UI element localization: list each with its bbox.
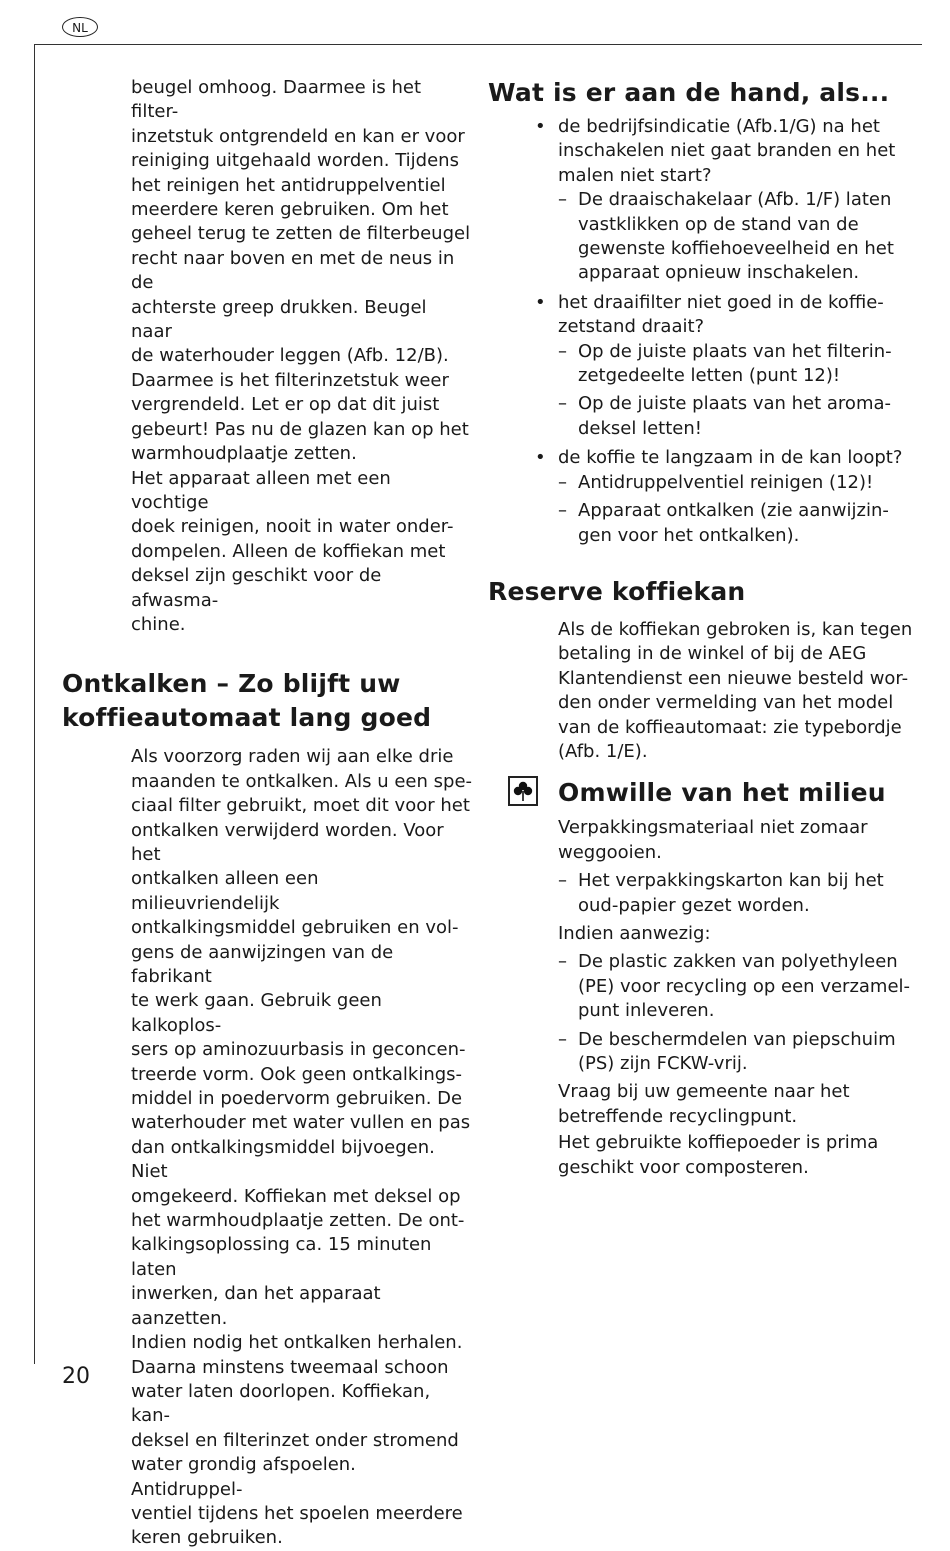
env-if-present: Indien aanwezig: <box>558 922 711 944</box>
descaling-paragraph <box>131 745 472 1550</box>
text-line: Verpakkingsmateriaal niet zomaar <box>558 817 868 839</box>
dash-item <box>488 950 918 1023</box>
right-column <box>488 76 918 1180</box>
text-line: gebeurt! Pas nu de glazen kan op het <box>131 418 469 440</box>
dash-item <box>488 869 918 918</box>
text-line: vastklikken op de stand van de <box>578 213 859 235</box>
text-line: omgekeerd. Koffiekan met deksel op <box>131 1185 461 1207</box>
text-line: Als voorzorg raden wij aan elke drie <box>131 746 454 768</box>
text-line: – De beschermdelen van piepschuim <box>578 1028 896 1050</box>
dash-item <box>488 1028 918 1077</box>
text-line: – Antidruppelventiel reinigen (12)! <box>578 471 874 493</box>
text-line: – Apparaat ontkalken (zie aanwijzin- <box>578 500 889 522</box>
text-line: Als de koffiekan gebroken is, kan tegen <box>558 618 913 640</box>
text-line: gen voor het ontkalken). <box>578 524 800 546</box>
env-heading: Omwille van het milieu <box>558 778 886 808</box>
text-line: ontkalken verwijderd worden. Voor het <box>131 819 444 865</box>
bullet-item <box>488 115 918 188</box>
text-line: sers op aminozuurbasis in geconcen- <box>131 1039 466 1061</box>
text-line: Daarna minstens tweemaal schoon <box>131 1356 449 1378</box>
troubleshoot-list <box>488 115 918 548</box>
text-line: deksel letten! <box>578 417 702 439</box>
env-heading-row <box>488 776 918 810</box>
env-intro <box>558 816 918 865</box>
language-badge: NL <box>62 17 98 37</box>
text-line: – De draaischakelaar (Afb. 1/F) laten <box>578 189 892 211</box>
text-line: punt inleveren. <box>578 1000 715 1022</box>
text-line: achterste greep drukken. Beugel naar <box>131 296 427 343</box>
text-line: Daarmee is het filterinzetstuk weer <box>131 369 449 391</box>
text-line: geheel terug te zetten de filterbeugel <box>131 223 471 245</box>
env-outro-1 <box>558 1080 918 1129</box>
text-line: doek reinigen, nooit in water onder- <box>131 516 454 538</box>
text-line: te werk gaan. Gebruik geen kalkoplos- <box>131 990 382 1036</box>
top-rule <box>34 44 922 45</box>
text-line: water laten doorlopen. Koffiekan, kan- <box>131 1380 431 1427</box>
text-line: waterhouder met water vullen en pas <box>131 1112 471 1134</box>
text-line: keren gebruiken. <box>131 1527 283 1549</box>
text-line: betreffende recyclingpunt. <box>558 1105 798 1127</box>
dash-item <box>488 499 918 548</box>
text-line: kalkingsoplossing ca. 15 minuten laten <box>131 1234 432 1280</box>
text-line: apparaat opnieuw inschakelen. <box>578 262 860 284</box>
descaling-heading <box>62 667 472 735</box>
text-line: ciaal filter gebruikt, moet dit voor het <box>131 795 470 817</box>
text-line: dan ontkalkingsmiddel bijvoegen. Niet <box>131 1136 435 1183</box>
text-line: oud-papier gezet worden. <box>578 894 810 916</box>
spare-paragraph <box>558 618 918 764</box>
page-number: 20 <box>62 1364 90 1389</box>
dash-item <box>488 340 918 389</box>
text-line: den onder vermelding van het model <box>558 692 894 714</box>
text-line: Het gebruikte koffiepoeder is prima <box>558 1132 879 1154</box>
troubleshoot-heading: Wat is er aan de hand, als... <box>488 78 890 107</box>
text-line: van de koffieautomaat: zie typebordje <box>558 716 902 738</box>
env-outro-2 <box>558 1131 918 1180</box>
text-line: Het apparaat alleen met een vochtige <box>131 467 391 513</box>
env-dash-list-1 <box>488 869 918 918</box>
text-line: • de bedrijfsindicatie (Afb.1/G) na het <box>558 116 880 137</box>
text-line: treerde vorm. Ook geen ontkalkings- <box>131 1063 463 1085</box>
text-line: zetstand draait? <box>558 316 705 338</box>
text-line: weggooien. <box>558 841 662 863</box>
text-line: inschakelen niet gaat branden en het <box>558 140 896 162</box>
text-line: gewenste koffiehoeveelheid en het <box>578 238 894 260</box>
side-rule <box>34 44 35 1364</box>
dash-item <box>488 471 918 495</box>
left-column <box>62 76 472 1551</box>
text-line: Indien nodig het ontkalken herhalen. <box>131 1332 463 1354</box>
text-line: – De plastic zakken van polyethyleen <box>578 951 898 973</box>
text-line: Vraag bij uw gemeente naar het <box>558 1081 850 1103</box>
text-line: zetgedeelte letten (punt 12)! <box>578 365 841 387</box>
text-line: beugel omhoog. Daarmee is het filter- <box>131 77 422 123</box>
text-line: het warmhoudplaatje zetten. De ont- <box>131 1210 465 1232</box>
text-line: • het draaifilter niet goed in de koffie- <box>558 291 884 313</box>
descaling-heading-line-2: koffieautomaat lang goed <box>62 703 432 733</box>
text-line: ventiel tijdens het spoelen meerdere <box>131 1502 463 1524</box>
text-line: reiniging uitgehaald worden. Tijdens <box>131 150 459 172</box>
text-line: ontkalken alleen een milieuvriendelijk <box>131 868 319 914</box>
text-line: (PS) zijn FCKW-vrij. <box>578 1053 748 1074</box>
text-line: ontkalkingsmiddel gebruiken en vol- <box>131 917 459 939</box>
text-line: geschikt voor composteren. <box>558 1156 809 1178</box>
dash-item <box>488 188 918 286</box>
text-line: deksel zijn geschikt voor de afwasma- <box>131 565 382 611</box>
text-line: inwerken, dan het apparaat aanzetten. <box>131 1283 381 1329</box>
text-line: dompelen. Alleen de koffiekan met <box>131 540 446 562</box>
text-line: – Op de juiste plaats van het aroma- <box>578 393 892 415</box>
text-line: middel in poedervorm gebruiken. De <box>131 1088 463 1110</box>
text-line: betaling in de winkel of bij de AEG <box>558 643 867 665</box>
text-line: – Het verpakkingskarton kan bij het <box>578 870 884 892</box>
text-line: (Afb. 1/E). <box>558 740 648 762</box>
spare-heading: Reserve koffiekan <box>488 576 746 606</box>
text-line: malen niet start? <box>558 164 712 186</box>
text-line: de waterhouder leggen (Afb. 12/B). <box>131 345 449 367</box>
clover-icon <box>508 776 538 806</box>
text-line: • de koffie te langzaam in de kan loopt? <box>558 447 903 469</box>
text-line: warmhoudplaatje zetten. <box>131 443 357 465</box>
text-line: vergrendeld. Let er op dat dit juist <box>131 394 440 416</box>
text-line: Klantendienst een nieuwe besteld wor- <box>558 667 909 689</box>
text-line: (PE) voor recycling op een verzamel- <box>578 975 911 997</box>
dash-item <box>488 392 918 441</box>
text-line: gens de aanwijzingen van de fabrikant <box>131 941 394 987</box>
text-line: het reinigen het antidruppelventiel <box>131 174 446 196</box>
text-line: recht naar boven en met de neus in de <box>131 247 455 294</box>
text-line: deksel en filterinzet onder stromend <box>131 1429 459 1451</box>
text-line: water grondig afspoelen. Antidruppel- <box>131 1454 356 1500</box>
bullet-item <box>488 446 918 470</box>
text-line: inzetstuk ontgrendeld en kan er voor <box>131 125 465 147</box>
intro-paragraph <box>131 76 472 637</box>
text-line: meerdere keren gebruiken. Om het <box>131 199 449 221</box>
text-line: – Op de juiste plaats van het filterin- <box>578 340 892 362</box>
text-line: maanden te ontkalken. Als u een spe- <box>131 770 473 792</box>
text-line: chine. <box>131 613 186 635</box>
bullet-item <box>488 291 918 340</box>
env-dash-list-2 <box>488 950 918 1076</box>
descaling-heading-line-1: Ontkalken – Zo blijft uw <box>62 669 401 699</box>
